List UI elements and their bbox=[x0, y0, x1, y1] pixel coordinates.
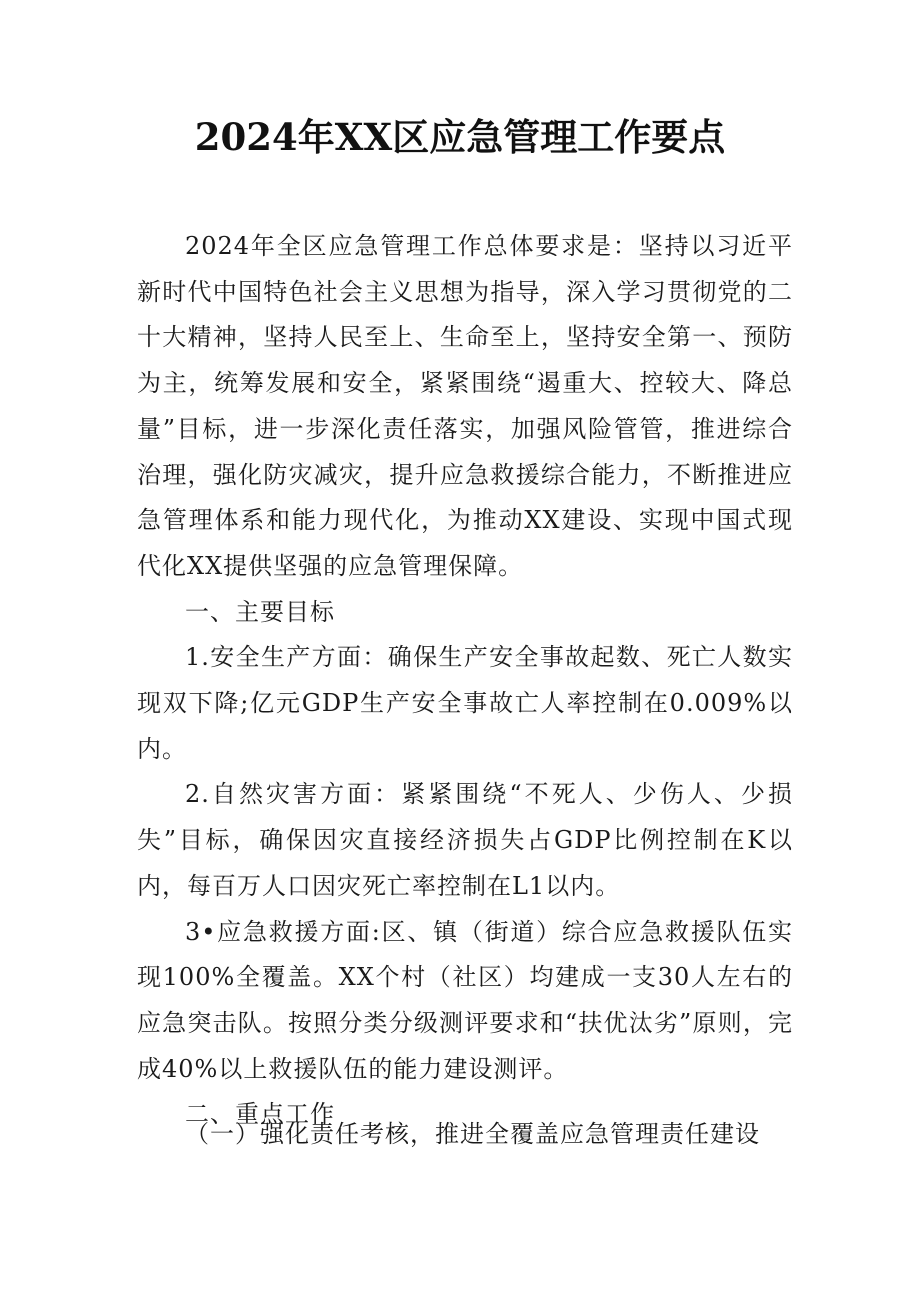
section-heading-key-work: 二、重点工作 bbox=[185, 1100, 335, 1129]
subsection-heading-responsibility: （一）强化责任考核，推进全覆盖应急管理责任建设 bbox=[185, 1120, 760, 1148]
intro-paragraph: 2024年全区应急管理工作总体要求是：坚持以习近平新时代中国特色社会主义思想为指导，深入学习贯彻党的二十大精神，坚持人民至上、生命至上，坚持安全第一、预防为主，统筹发展和安全，紧紧围绕“遏重大、控较大、降总量”目标，进一步深化责任落实，加强风险管管，推进综合治理，强化防灾减灾，提升应急救援综合能力，不断推进应急管理体系和能力现代化，为推动XX建设、实现中国式现代化XX提供坚强的应急管理保障。 bbox=[137, 232, 793, 580]
goal-paragraph-emergency-rescue: 3•应急救援方面:区、镇（街道）综合应急救援队伍实现100%全覆盖。XX个村（社区）均建成一支30人左右的应急突击队。按照分类分级测评要求和“扶优汰劣”原则，完成40%以上救援队伍的能力建设测评。 bbox=[137, 917, 793, 1083]
section-heading-main-goals: 一、主要目标 bbox=[185, 597, 335, 626]
goal-paragraph-natural-disaster: 2.自然灾害方面：紧紧围绕“不死人、少伤人、少损失”目标，确保因灾直接经济损失占GDP比例控制在K以内，每百万人口因灾死亡率控制在L1以内。 bbox=[137, 780, 793, 900]
document-body bbox=[137, 224, 793, 1138]
document-title: 2024年XX区应急管理工作要点 bbox=[194, 115, 726, 159]
goal-paragraph-safety-production: 1.安全生产方面：确保生产安全事故起数、死亡人数实现双下降;亿元GDP生产安全事故亡人率控制在0.009%以内。 bbox=[137, 643, 793, 763]
